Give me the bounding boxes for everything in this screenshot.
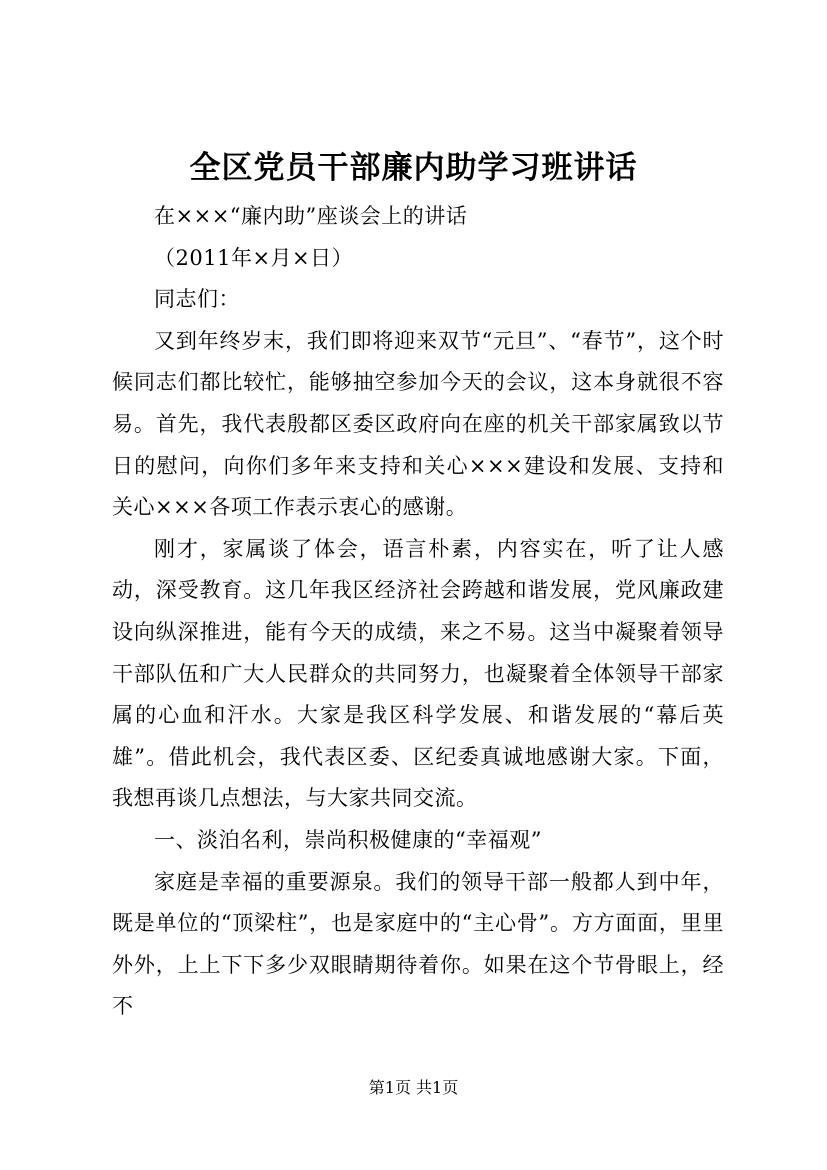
paragraph-thanks: 刚才，家属谈了体会，语言朴素，内容实在，听了让人感动，深受教育。这几年我区经济社会跨越和谐发展，党风廉政建设向纵深推进，能有今天的成绩，来之不易。这当中凝聚着领导干部队伍和广大人民群众的共同努力，也凝聚着全体领导干部家属的心血和汗水。大家是我区科学发展、和谐发展的“幕后英雄”。借此机会，我代表区委、区纪委真诚地感谢大家。下面，我想再谈几点想法，与大家共同交流。	[112, 536, 724, 811]
paragraph-opening: 又到年终岁末，我们即将迎来双节“元旦”、“春节”，这个时候同志们都比较忙，能够抽空参加今天的会议，这本身就很不容易。首先，我代表殷都区委区政府向在座的机关干部家属致以节日的慰问，向你们多年来支持和关心×××建设和发展、支持和关心×××各项工作表示衷心的感谢。	[112, 328, 724, 520]
paragraph-family: 家庭是幸福的重要源泉。我们的领导干部一般都人到中年，既是单位的“顶梁柱”，也是家庭中的“主心骨”。方方面面，里里外外，上上下下多少双眼睛期待着你。如果在这个节骨眼上，经不	[112, 869, 724, 1019]
document-body	[112, 196, 724, 1028]
document-title: 全区党员干部廉内助学习班讲话	[189, 150, 638, 186]
speech-subtitle: 在×××“廉内助”座谈会上的讲话	[154, 204, 468, 228]
speech-date: （2011年×月×日）	[154, 245, 354, 270]
salutation: 同志们：	[154, 287, 240, 312]
page-footer: 第1页 共1页	[368, 1078, 459, 1097]
section-heading: 一、淡泊名利，崇尚积极健康的“幸福观”	[154, 827, 542, 852]
